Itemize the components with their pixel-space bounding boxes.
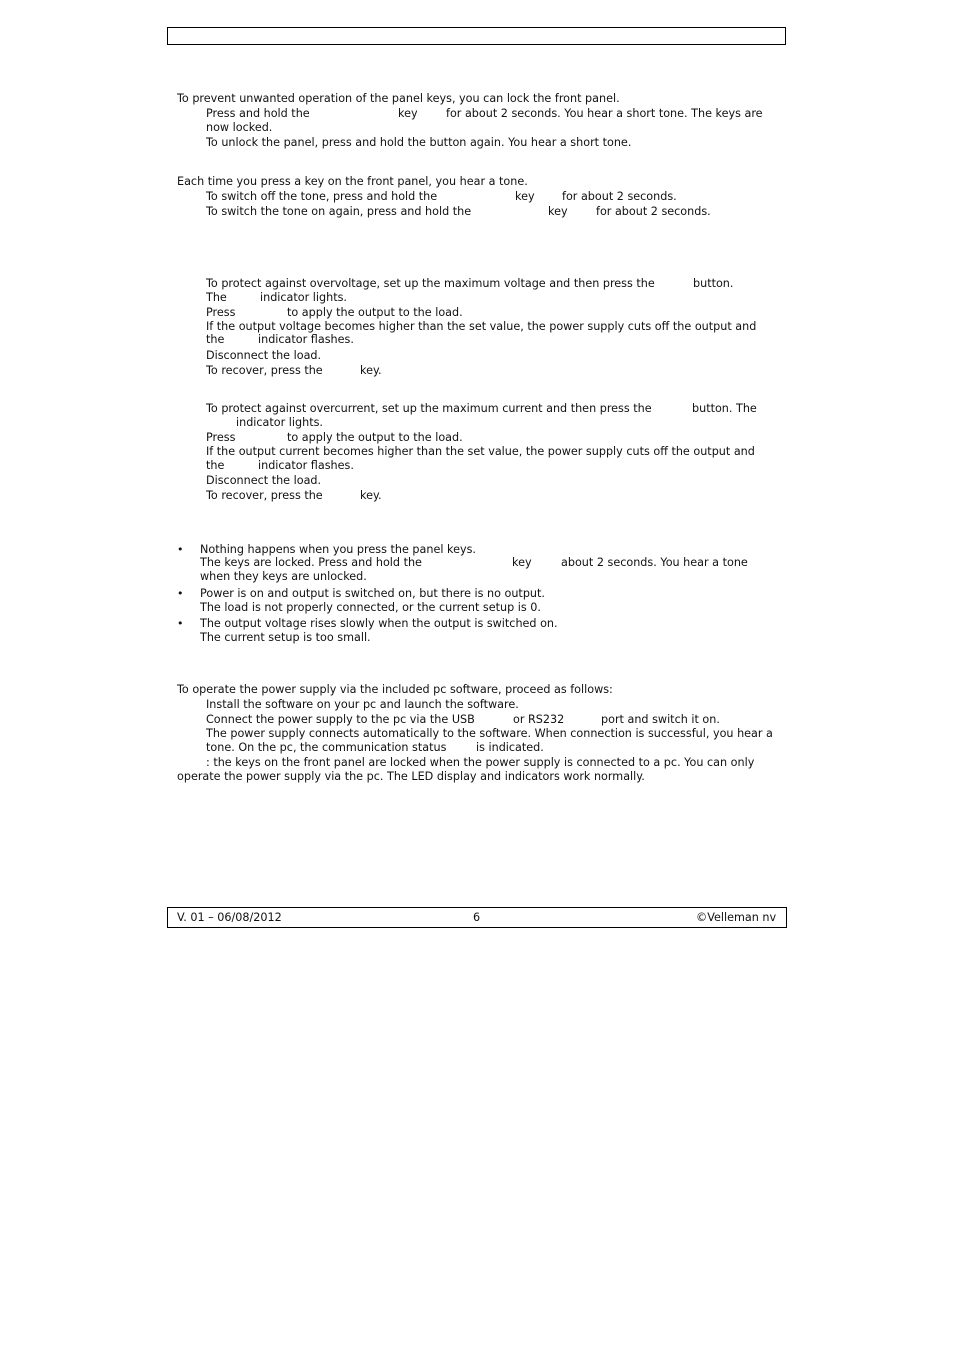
pc-step3-indicated: is indicated. (476, 741, 544, 754)
ocp-step1: To protect against overcurrent, set up the maximum current and then press the (206, 402, 652, 415)
ovp-step5-key: key. (360, 364, 382, 377)
trouble-2-solution: The load is not properly connected, or the current setup is 0. (200, 601, 541, 614)
ovp-step3: If the output voltage becomes higher than the set value, the power supply cuts off the output and (206, 320, 757, 333)
lock-step1-cont: now locked. (206, 121, 273, 134)
ocp-step2-rest: to apply the output to the load. (287, 431, 463, 444)
lock-intro: To prevent unwanted operation of the panel keys, you can lock the front panel. (177, 92, 620, 105)
ovp-step1-the: The (206, 291, 227, 304)
lock-step1-text: Press and hold the (206, 107, 310, 120)
ovp-step2-rest: to apply the output to the load. (287, 306, 463, 319)
ovp-step4: Disconnect the load. (206, 349, 322, 362)
lock-step1-key: key (398, 107, 418, 120)
ocp-step1-indicator: indicator lights. (236, 416, 323, 429)
trouble-1-problem: Nothing happens when you press the panel keys. (200, 543, 476, 556)
ovp-step2-press: Press (206, 306, 236, 319)
trouble-1-solution: The keys are locked. Press and hold the (200, 556, 422, 569)
lock-step1-rest: for about 2 seconds. You hear a short tone. The keys are (446, 107, 763, 120)
pc-step3-cont: tone. On the pc, the communication status (206, 741, 447, 754)
ovp-step3-the: the (206, 333, 225, 346)
pc-step3: The power supply connects automatically to the software. When connection is successful, you hear a (206, 727, 773, 740)
lock-step2: To unlock the panel, press and hold the button again. You hear a short tone. (206, 136, 632, 149)
footer-copyright: ©Velleman nv (696, 911, 777, 924)
pc-step1: Install the software on your pc and launch the software. (206, 698, 519, 711)
tone-off-rest: for about 2 seconds. (562, 190, 677, 203)
pc-step2: Connect the power supply to the pc via the USB (206, 713, 475, 726)
ocp-step3-indicator: indicator flashes. (258, 459, 354, 472)
trouble-2-problem: Power is on and output is switched on, but there is no output. (200, 587, 545, 600)
tone-on-rest: for about 2 seconds. (596, 205, 711, 218)
page-header-box (167, 27, 786, 45)
trouble-1-solution-cont: when they keys are unlocked. (200, 570, 367, 583)
tone-off-key: key (515, 190, 535, 203)
bullet-2: • (177, 587, 184, 600)
trouble-1-key: key (512, 556, 532, 569)
ocp-step3: If the output current becomes higher than the set value, the power supply cuts off the output and (206, 445, 755, 458)
ocp-step2-press: Press (206, 431, 236, 444)
pc-note-cont: operate the power supply via the pc. The LED display and indicators work normally. (177, 770, 645, 783)
bullet-3: • (177, 617, 184, 630)
pc-step2-rs232: or RS232 (513, 713, 565, 726)
footer-page-number: 6 (473, 911, 481, 924)
ocp-step5: To recover, press the (206, 489, 323, 502)
tone-intro: Each time you press a key on the front panel, you hear a tone. (177, 175, 528, 188)
bullet-1: • (177, 543, 184, 556)
tone-on-text: To switch the tone on again, press and hold the (206, 205, 472, 218)
tone-on-key: key (548, 205, 568, 218)
ovp-step1: To protect against overvoltage, set up the maximum voltage and then press the (206, 277, 655, 290)
ocp-step3-the: the (206, 459, 225, 472)
footer-version: V. 01 – 06/08/2012 (177, 911, 282, 924)
ovp-step3-indicator: indicator flashes. (258, 333, 354, 346)
ovp-step1-button: button. (693, 277, 734, 290)
trouble-3-solution: The current setup is too small. (200, 631, 371, 644)
trouble-1-solution-rest: about 2 seconds. You hear a tone (561, 556, 748, 569)
ocp-step1-button: button. The (692, 402, 757, 415)
tone-off-text: To switch off the tone, press and hold the (206, 190, 438, 203)
pc-intro: To operate the power supply via the included pc software, proceed as follows: (177, 683, 613, 696)
ovp-step5: To recover, press the (206, 364, 323, 377)
ocp-step5-key: key. (360, 489, 382, 502)
pc-note: : the keys on the front panel are locked when the power supply is connected to a pc. You can only (206, 756, 755, 769)
ocp-step4: Disconnect the load. (206, 474, 322, 487)
pc-step2-rest: port and switch it on. (601, 713, 720, 726)
ovp-step1-indicator: indicator lights. (260, 291, 347, 304)
trouble-3-problem: The output voltage rises slowly when the output is switched on. (200, 617, 558, 630)
